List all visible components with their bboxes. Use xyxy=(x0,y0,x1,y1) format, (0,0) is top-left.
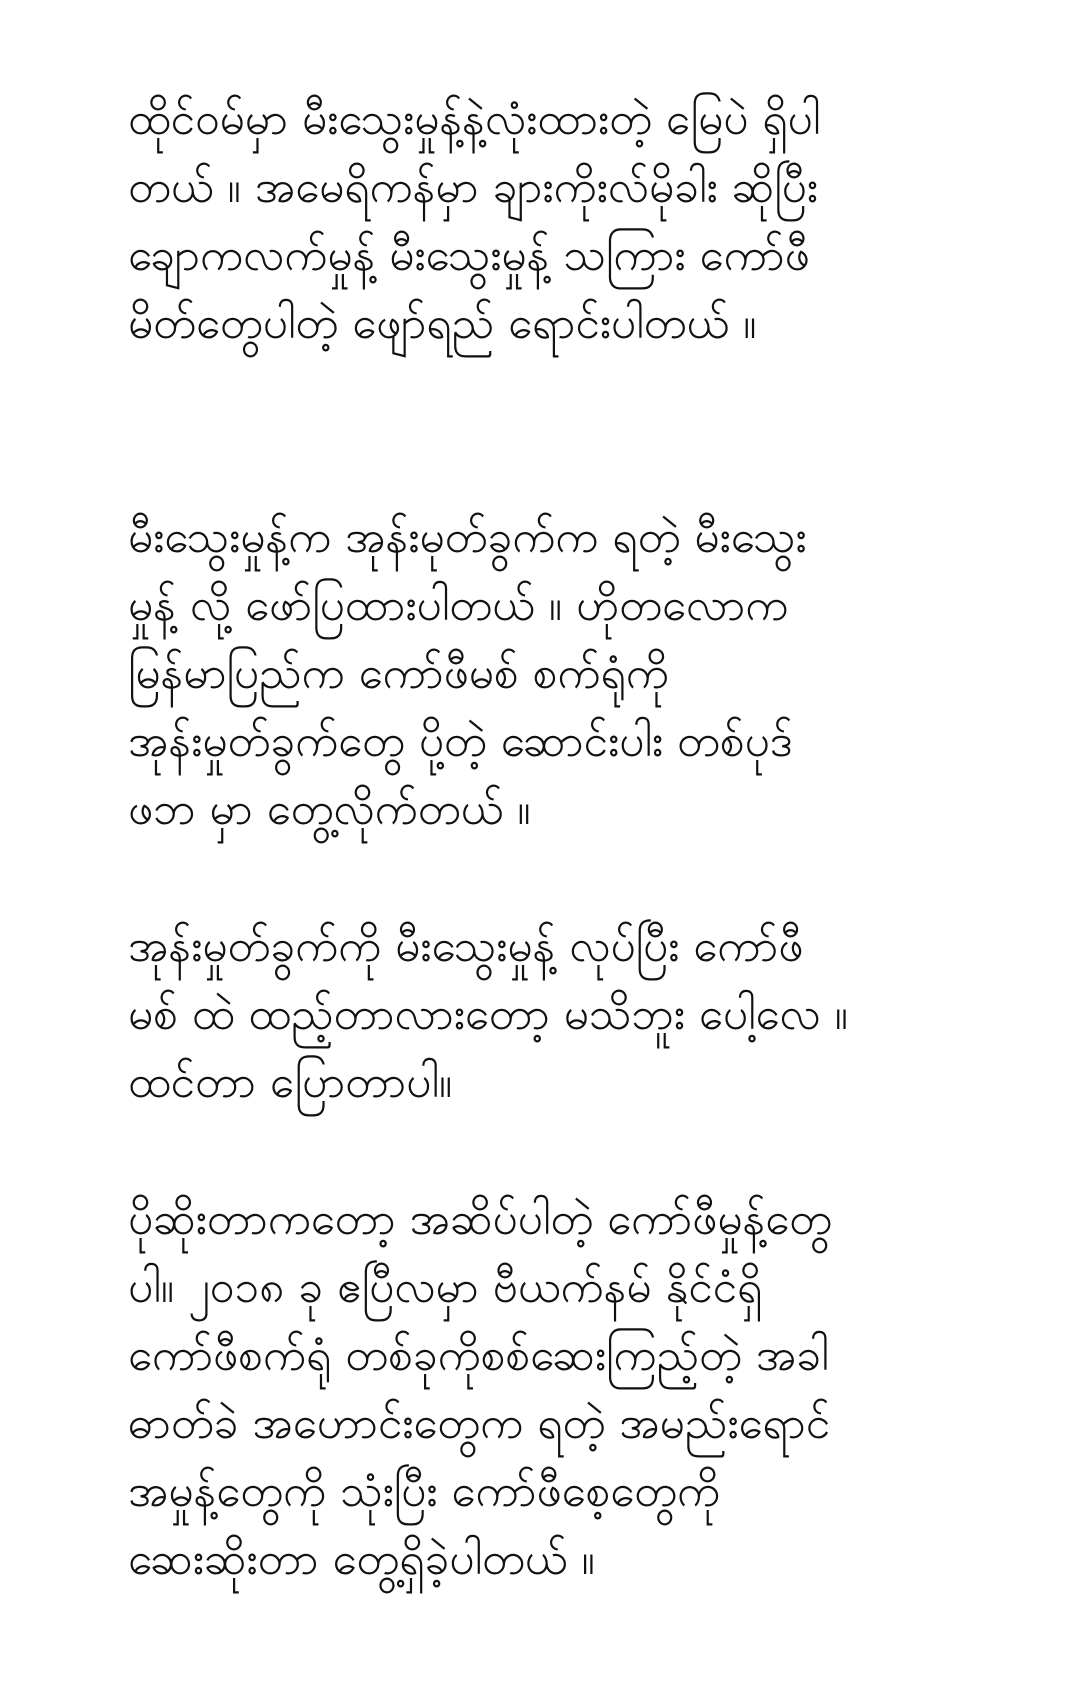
text-line: ပိုဆိုးတာကတော့ အဆိပ်ပါတဲ့ ကော်ဖီမှုန့်တွေ xyxy=(128,1194,832,1245)
paragraph-spacer xyxy=(128,1117,1020,1186)
paragraph-1 xyxy=(128,86,1020,358)
paragraph-3 xyxy=(128,913,1020,1117)
text-line: ထိုင်ဝမ်မှာ မီးသွေးမှုန့်နဲ့လုံးထားတဲ့ မြေပဲ ရှိပါ xyxy=(128,94,821,145)
paragraph-spacer xyxy=(128,844,1020,913)
text-line: အုန်းမှုတ်ခွက်တွေ ပို့တဲ့ ဆောင်းပါး တစ်ပုဒ် xyxy=(128,716,793,767)
text-line: တယ် ။ အမေရိကန်မှာ ချားကိုးလ်မိုခါး ဆိုပြီး xyxy=(128,162,818,213)
text-line: ထင်တာ ပြောတာပါ။ xyxy=(128,1057,453,1108)
paragraph-spacer xyxy=(128,358,1020,504)
text-line: မီးသွေးမှုန့်က အုန်းမုတ်ခွက်က ရတဲ့ မီးသွေး xyxy=(128,512,807,563)
text-line: ဓာတ်ခဲ အဟောင်းတွေက ရတဲ့ အမည်းရောင် xyxy=(128,1398,831,1449)
text-line: ချောကလက်မှုန့် မီးသွေးမှုန့် သကြား ကော်ဖီ xyxy=(128,230,810,281)
text-line: မှုန့် လို့ ဖော်ပြထားပါတယ် ။ ဟိုတလောက xyxy=(128,580,789,631)
text-line: အမှုန့်တွေကို သုံးပြီး ကော်ဖီစေ့တွေကို xyxy=(128,1466,721,1517)
text-line: အုန်းမှုတ်ခွက်ကို မီးသွေးမှုန့် လုပ်ပြီး ကော်ဖီ xyxy=(128,921,804,972)
text-line: ဖဘ မှာ တွေ့လိုက်တယ် ။ xyxy=(128,784,531,835)
text-line: ဆေးဆိုးတာ တွေ့ရှိခဲ့ပါတယ် ။ xyxy=(128,1534,595,1585)
text-line: မစ် ထဲ ထည့်တာလားတော့ မသိဘူး ပေါ့လေ ။ xyxy=(128,989,848,1040)
paragraph-2 xyxy=(128,504,1020,844)
text-line: မြန်မာပြည်က ကော်ဖီမစ် စက်ရုံကို xyxy=(128,648,669,699)
text-line: ကော်ဖီစက်ရုံ တစ်ခုကိုစစ်ဆေးကြည့်တဲ့ အခါ xyxy=(128,1330,829,1381)
paragraph-4 xyxy=(128,1186,1020,1594)
text-line: ပါ။ ၂၀၁၈ ခု ဧပြီလမှာ ဗီယက်နမ် နိုင်ငံရှိ xyxy=(128,1262,763,1313)
text-line: မိတ်တွေပါတဲ့ ဖျော်ရည် ရောင်းပါတယ် ။ xyxy=(128,298,757,349)
